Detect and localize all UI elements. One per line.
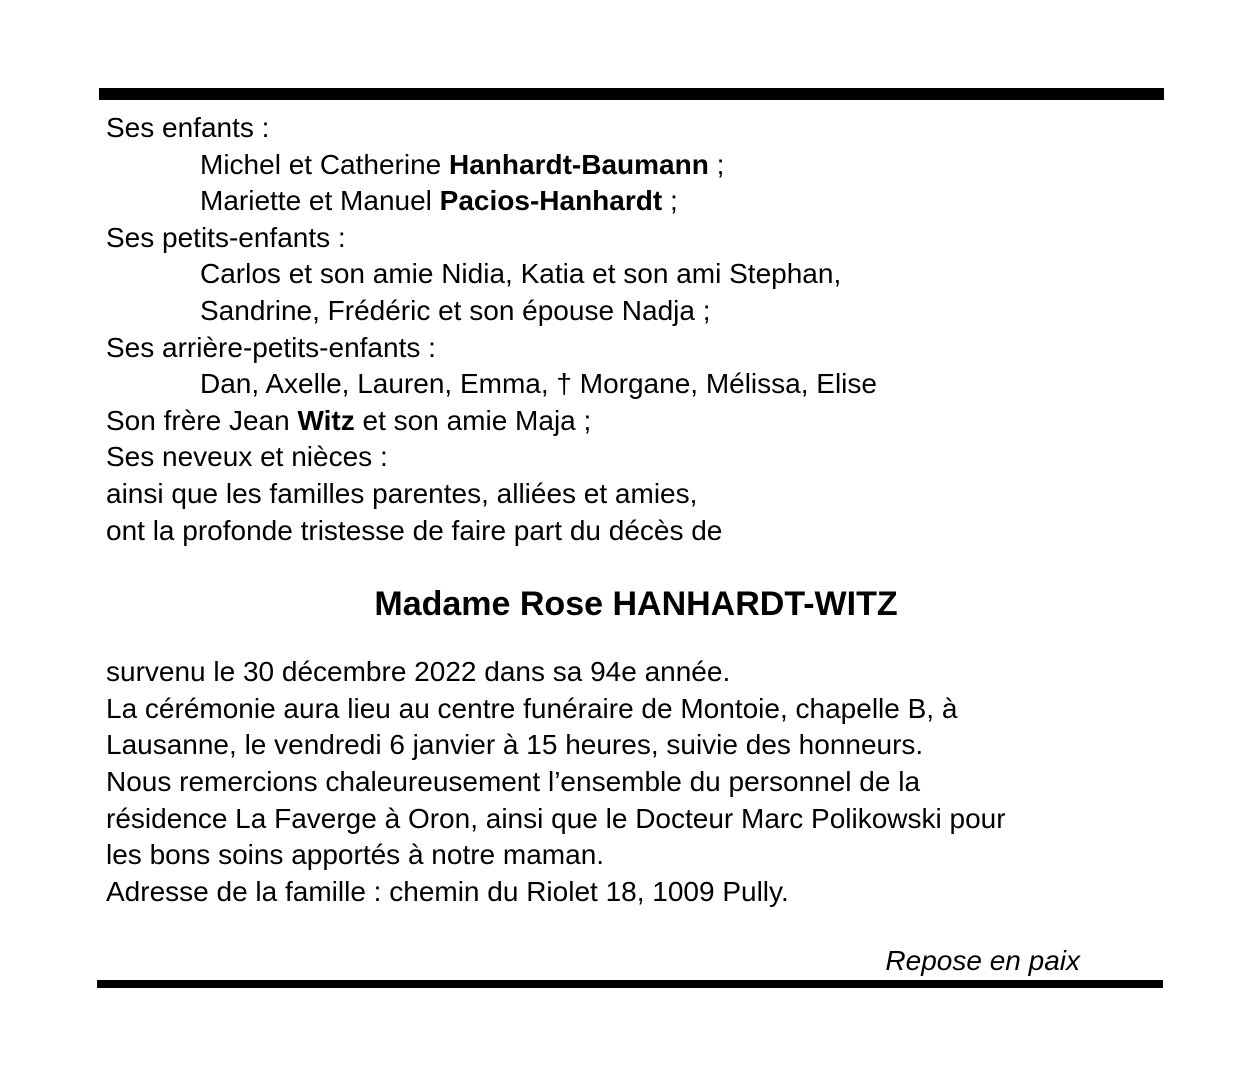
announcement-line: Adresse de la famille : chemin du Riolet 18, 1009 Pully. [106, 875, 789, 907]
family-line-text: Ses arrière-petits-enfants : [106, 331, 436, 363]
announcement-line: Lausanne, le vendredi 6 janvier à 15 heures, suivie des honneurs. [106, 729, 924, 761]
family-line [106, 110, 1166, 147]
family-line-text: Son frère Jean [106, 404, 298, 436]
family-line-text: ; [708, 148, 725, 180]
family-line [106, 256, 1166, 293]
family-line [106, 220, 1166, 257]
family-line-text: et son amie Maja ; [354, 404, 592, 436]
family-line [106, 366, 1166, 403]
closing-repose-en-paix: Repose en paix [885, 945, 1080, 977]
bottom-divider-bar [97, 980, 1163, 988]
deceased-name-title: Madame Rose HANHARDT-WITZ [374, 585, 898, 624]
family-surname-bold: Pacios-Hanhardt [439, 185, 663, 217]
announcement-line: les bons soins apportés à notre maman. [106, 839, 605, 871]
family-line-text: ainsi que les familles parentes, alliées et amies, [106, 477, 698, 509]
top-divider-bar [99, 88, 1164, 100]
family-line-text: ont la profonde tristesse de faire part du décès de [106, 514, 723, 546]
family-surname-bold: Witz [297, 404, 355, 436]
family-line-text: Carlos et son amie Nidia, Katia et son ami Stephan, [200, 258, 842, 290]
family-line-text: Michel et Catherine [200, 148, 450, 180]
family-line-text: Mariette et Manuel [200, 185, 440, 217]
announcement-line: La cérémonie aura lieu au centre funéraire de Montoie, chapelle B, à [106, 692, 958, 724]
obituary-content [106, 110, 1166, 980]
family-line [106, 183, 1166, 220]
family-line-text: Ses petits-enfants : [106, 221, 346, 253]
announcement-line: Nous remercions chaleureusement l’ensemble du personnel de la [106, 765, 921, 797]
family-line [106, 513, 1166, 550]
family-line [106, 293, 1166, 330]
announcement-line: survenu le 30 décembre 2022 dans sa 94e année. [106, 656, 731, 688]
family-line-text: Sandrine, Frédéric et son épouse Nadja ; [200, 294, 711, 326]
family-line [106, 403, 1166, 440]
family-line [106, 476, 1166, 513]
family-surname-bold: Hanhardt-Baumann [449, 148, 709, 180]
family-line-text: Ses neveux et nièces : [106, 441, 388, 473]
family-line [106, 147, 1166, 184]
family-line [106, 439, 1166, 476]
family-line-text: Dan, Axelle, Lauren, Emma, † Morgane, Mélissa, Elise [200, 368, 877, 400]
family-lines [106, 110, 1166, 549]
announcement-lines [106, 654, 1166, 910]
family-line-text: Ses enfants : [106, 112, 270, 143]
announcement-line: résidence La Faverge à Oron, ainsi que le Docteur Marc Polikowski pour [106, 802, 1006, 834]
family-line-text: ; [662, 185, 678, 217]
family-line [106, 330, 1166, 367]
